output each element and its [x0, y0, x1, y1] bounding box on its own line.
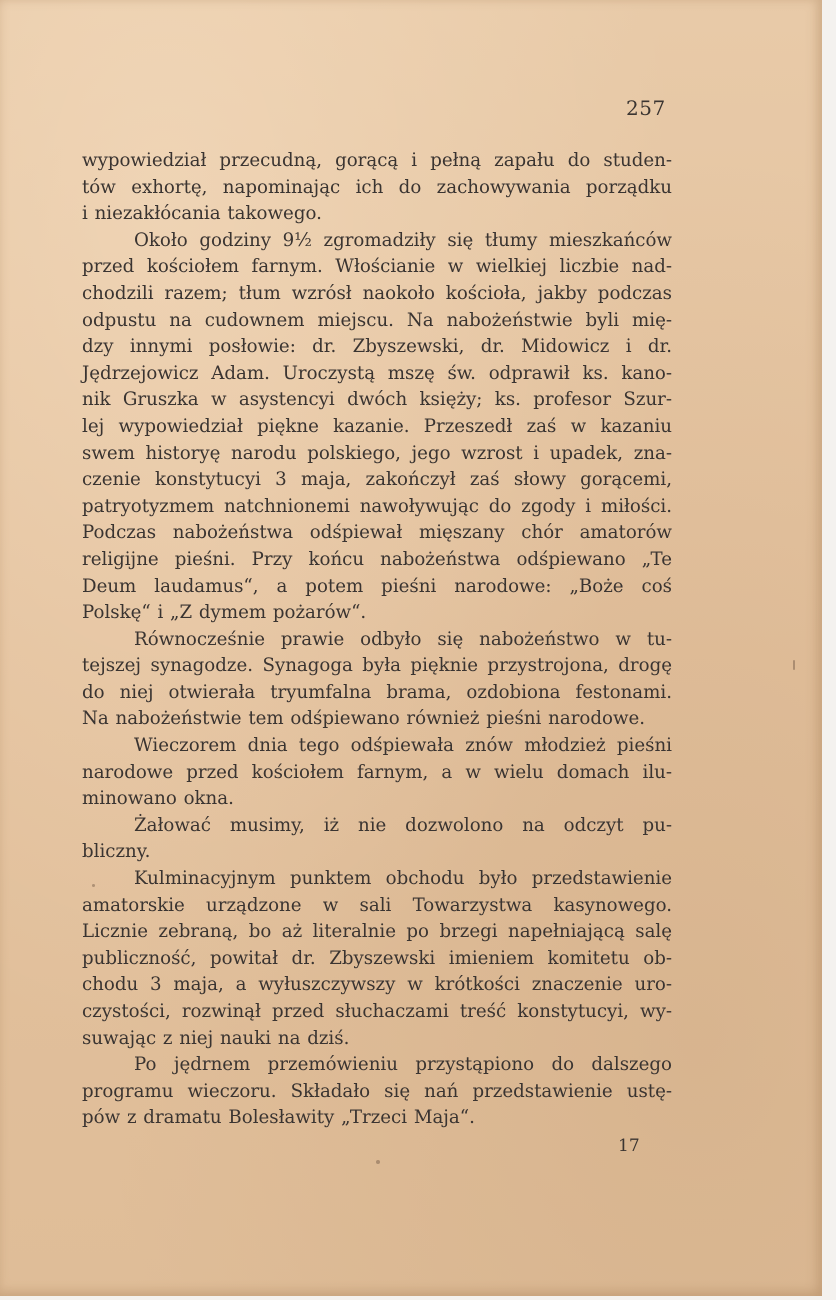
text-line: do niej otwierała tryumfalna brama, ozdobiona festonami.	[82, 681, 672, 703]
text-line: amatorskie urządzone w sali Towarzystwa kasynowego.	[82, 894, 672, 916]
text-line: chodu 3 maja, a wyłuszczywszy w krótkości znaczenie uro-	[82, 974, 672, 996]
text-line: narodowe przed kościołem farnym, a w wielu domach ilu-	[82, 761, 672, 783]
text-line: lej wypowiedział piękne kazanie. Przeszedł zaś w kazaniu	[82, 415, 672, 437]
paper-speck	[793, 660, 795, 670]
text-line: Jędrzejowicz Adam. Uroczystą mszę św. odprawił ks. kano-	[82, 362, 672, 384]
text-line: swem historyę narodu polskiego, jego wzrost i upadek, zna-	[82, 442, 672, 464]
text-line: minowano okna.	[82, 788, 234, 810]
text-line: przed kościołem farnym. Włościanie w wielkiej liczbie nad-	[82, 256, 672, 278]
text-line: suwając z niej nauki na dziś.	[82, 1027, 350, 1049]
text-line: Podczas nabożeństwa odśpiewał mięszany chór amatorów	[82, 522, 672, 544]
text-line: Deum laudamus“, a potem pieśni narodowe: „Boże coś	[82, 575, 672, 597]
text-line: Na nabożeństwie tem odśpiewano również pieśni narodowe.	[82, 708, 646, 730]
text-line: Polskę“ i „Z dymem pożarów“.	[82, 602, 367, 624]
text-line: bliczny.	[82, 841, 151, 863]
scan-margin-right	[822, 0, 836, 1300]
text-line: tejszej synagodze. Synagoga była pięknie przystrojona, drogę	[82, 655, 672, 677]
text-line: nik Gruszka w asystencyi dwóch księży; ks. profesor Szur-	[82, 389, 672, 411]
text-line: programu wieczoru. Składało się nań przedstawienie ustę-	[82, 1080, 672, 1102]
text-line: wypowiedział przecudną, gorącą i pełną zapału do studen-	[82, 150, 672, 171]
text-line: odpustu na cudownem miejscu. Na nabożeństwie byli mię-	[82, 309, 672, 331]
text-line: Równocześnie prawie odbyło się nabożeństwo w tu-	[134, 628, 672, 650]
text-line: Po jędrnem przemówieniu przystąpiono do dalszego	[134, 1054, 672, 1076]
text-line: i niezakłócania takowego.	[82, 203, 322, 225]
text-line: tów exhortę, napominając ich do zachowywania porządku	[82, 176, 672, 198]
text-line: Kulminacyjnym punktem obchodu było przedstawienie	[134, 868, 672, 890]
paper-speck	[376, 1160, 380, 1164]
text-line: Około godziny 9½ zgromadziły się tłumy mieszkańców	[134, 229, 672, 251]
text-line: patryotyzmem natchnionemi nawoływując do zgody i miłości.	[82, 495, 672, 517]
text-line: Żałować musimy, iż nie dozwolono na odczyt pu-	[134, 814, 672, 836]
text-line: dzy innymi posłowie: dr. Zbyszewski, dr. Midowicz i dr.	[82, 336, 672, 358]
body-text	[82, 148, 672, 1132]
text-line: czenie konstytucyi 3 maja, zakończył zaś słowy gorącemi,	[82, 469, 672, 491]
paper-speck	[92, 884, 95, 887]
text-line: chodzili razem; tłum wzrósł naokoło kościoła, jakby podczas	[82, 282, 672, 304]
text-line: czystości, rozwinął przed słuchaczami treść konstytucyi, wy-	[82, 1001, 672, 1022]
text-line: pów z dramatu Bolesławity „Trzeci Maja“.	[82, 1107, 475, 1129]
text-line: publiczność, powitał dr. Zbyszewski imieniem komitetu ob-	[82, 947, 672, 969]
text-line: Licznie zebraną, bo aż literalnie po brzegi napełniającą salę	[82, 921, 672, 943]
signature-mark: 17	[618, 1136, 640, 1156]
page-number: 257	[626, 96, 666, 120]
scan-margin-bottom	[0, 1296, 836, 1300]
text-line: Wieczorem dnia tego odśpiewała znów młodzież pieśni	[134, 735, 672, 757]
text-line: religijne pieśni. Przy końcu nabożeństwa odśpiewano „Te	[82, 548, 672, 570]
